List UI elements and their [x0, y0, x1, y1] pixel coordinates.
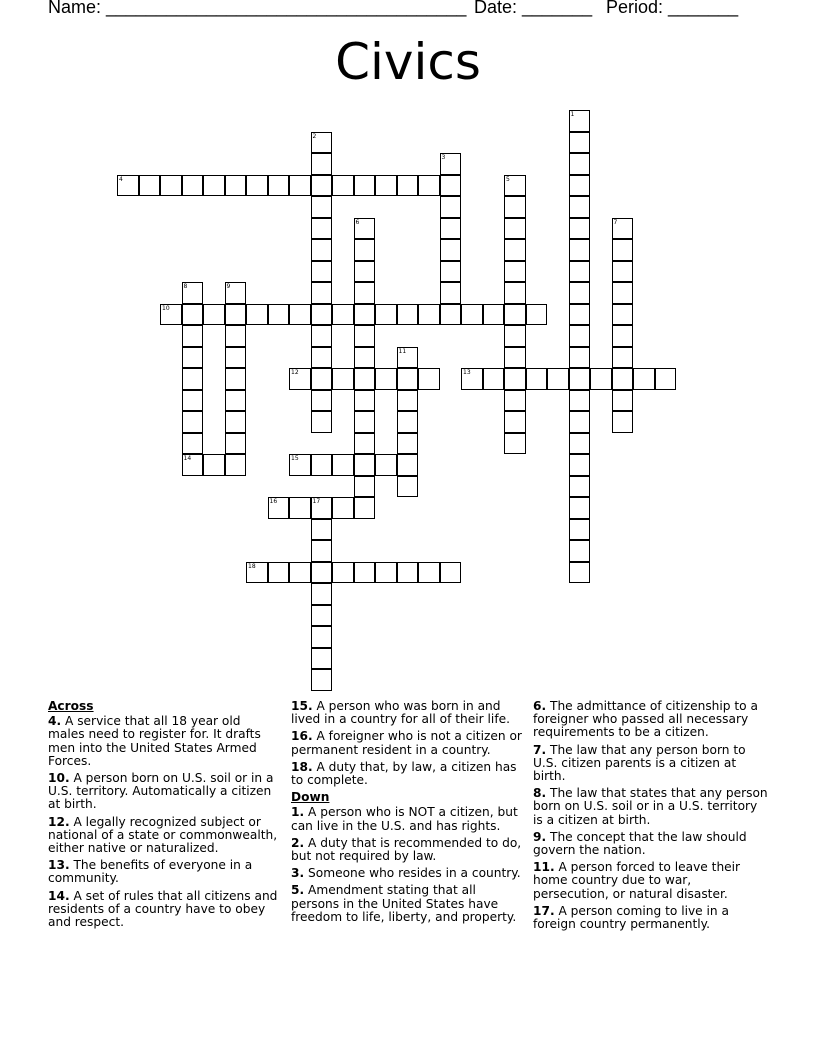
- crossword-cell[interactable]: [225, 390, 247, 412]
- cell-number: 13: [463, 369, 471, 376]
- crossword-cell[interactable]: [440, 239, 462, 261]
- crossword-cell[interactable]: [569, 411, 591, 433]
- crossword-cell[interactable]: [289, 175, 311, 197]
- crossword-cell[interactable]: [504, 304, 526, 326]
- crossword-cell[interactable]: [569, 454, 591, 476]
- crossword-cell[interactable]: [569, 368, 591, 390]
- crossword-cell[interactable]: [655, 368, 677, 390]
- crossword-cell[interactable]: [139, 175, 161, 197]
- cell-number: 5: [506, 175, 510, 183]
- crossword-cell[interactable]: [203, 304, 225, 326]
- crossword-cell[interactable]: [289, 368, 311, 390]
- crossword-cell[interactable]: [225, 282, 247, 304]
- across-clue-14: [48, 890, 280, 930]
- crossword-cell[interactable]: [311, 132, 333, 154]
- clue-text: The admittance of citizenship to a foreigner who passed all necessary requirements to be a citizen.: [533, 699, 758, 740]
- across-clue-4: [48, 715, 280, 768]
- clue-number: 10.: [48, 771, 70, 786]
- clue-number: 17.: [533, 903, 555, 918]
- crossword-cell[interactable]: [182, 368, 204, 390]
- crossword-cell[interactable]: [504, 239, 526, 261]
- cell-number: 18: [248, 562, 256, 570]
- crossword-cell[interactable]: [397, 411, 419, 433]
- crossword-cell[interactable]: [440, 282, 462, 304]
- crossword-cell[interactable]: [225, 347, 247, 369]
- crossword-cell[interactable]: [440, 153, 462, 175]
- crossword-cell[interactable]: [612, 325, 634, 347]
- cell-number: 16: [269, 498, 278, 505]
- clue-text: A person who is NOT a citizen, but can live in the U.S. and has rights.: [291, 805, 518, 833]
- clue-column-3: [533, 700, 769, 935]
- down-clue-5: [291, 884, 523, 924]
- crossword-cell[interactable]: [504, 347, 526, 369]
- down-heading: Down: [291, 790, 330, 805]
- crossword-cell[interactable]: [504, 390, 526, 412]
- crossword-cell[interactable]: [569, 218, 591, 240]
- crossword-cell[interactable]: [375, 368, 397, 390]
- clue-column-1: [48, 700, 280, 933]
- cell-number: 9: [226, 283, 231, 290]
- crossword-cell[interactable]: [461, 368, 483, 390]
- crossword-cell[interactable]: [526, 304, 548, 326]
- cell-number: 6: [355, 218, 360, 226]
- crossword-cell[interactable]: [354, 390, 376, 412]
- across-heading: Across: [48, 699, 94, 713]
- crossword-cell[interactable]: [268, 497, 290, 519]
- crossword-cell[interactable]: [418, 562, 440, 584]
- crossword-cell[interactable]: [569, 261, 591, 283]
- clue-number: 15.: [291, 699, 313, 713]
- crossword-cell[interactable]: [612, 368, 634, 390]
- crossword-cell[interactable]: [354, 368, 376, 390]
- crossword-cell[interactable]: [354, 239, 376, 261]
- period-field-label[interactable]: Period: _______: [606, 0, 739, 17]
- clue-number: 7.: [533, 742, 547, 757]
- clue-text: Amendment stating that all persons in the United States have freedom to life, liberty, and property.: [291, 883, 517, 924]
- crossword-cell[interactable]: [182, 454, 204, 476]
- crossword-cell[interactable]: [225, 175, 247, 197]
- clue-number: 1.: [291, 805, 305, 820]
- across-clue-15: [291, 700, 523, 726]
- crossword-cell[interactable]: [182, 347, 204, 369]
- clue-text: A person born on U.S. soil or in a U.S. territory. Automatically a citizen at birth.: [48, 771, 274, 812]
- crossword-cell[interactable]: [397, 368, 419, 390]
- crossword-cell[interactable]: [246, 175, 268, 197]
- crossword-cell[interactable]: [311, 626, 333, 648]
- crossword-cell[interactable]: [311, 605, 333, 627]
- down-clue-1: [291, 806, 523, 832]
- crossword-cell[interactable]: [225, 411, 247, 433]
- crossword-cell[interactable]: [569, 497, 591, 519]
- crossword-cell[interactable]: [612, 239, 634, 261]
- crossword-cell[interactable]: [332, 368, 354, 390]
- crossword-cell[interactable]: [311, 583, 333, 605]
- crossword-cell[interactable]: [354, 304, 376, 326]
- clue-text: A person forced to leave their home country due to war, persecution, or natural disaster.: [533, 860, 741, 901]
- crossword-cell[interactable]: [569, 562, 591, 584]
- crossword-cell[interactable]: [397, 476, 419, 498]
- cell-number: 15: [291, 455, 299, 462]
- crossword-cell[interactable]: [311, 540, 333, 562]
- clue-number: 4.: [48, 714, 62, 729]
- crossword-cell[interactable]: [203, 454, 225, 476]
- crossword-cell[interactable]: [569, 132, 591, 154]
- down-clue-6: [533, 700, 769, 740]
- down-clue-11: [533, 861, 769, 901]
- crossword-cell[interactable]: [246, 562, 268, 584]
- crossword-cell[interactable]: [160, 304, 182, 326]
- crossword-cell[interactable]: [311, 218, 333, 240]
- crossword-cell[interactable]: [268, 175, 290, 197]
- crossword-cell[interactable]: [397, 390, 419, 412]
- crossword-cell[interactable]: [547, 368, 569, 390]
- crossword-cell[interactable]: [483, 368, 505, 390]
- clue-number: 3.: [291, 866, 305, 881]
- clue-text: A person who was born in and lived in a country for all of their life.: [291, 699, 510, 727]
- crossword-cell[interactable]: [354, 261, 376, 283]
- clue-text: Someone who resides in a country.: [308, 866, 521, 881]
- crossword-cell[interactable]: [354, 282, 376, 304]
- crossword-cell[interactable]: [117, 175, 139, 197]
- crossword-cell[interactable]: [569, 282, 591, 304]
- crossword-cell[interactable]: [289, 304, 311, 326]
- crossword-cell[interactable]: [354, 411, 376, 433]
- crossword-cell[interactable]: [504, 196, 526, 218]
- crossword-cell[interactable]: [397, 175, 419, 197]
- clue-text: A duty that is recommended to do, but not required by law.: [291, 835, 522, 864]
- crossword-cell[interactable]: [504, 325, 526, 347]
- clue-text: The concept that the law should govern the nation.: [533, 829, 747, 858]
- crossword-cell[interactable]: [311, 347, 333, 369]
- cell-number: 17: [312, 498, 321, 505]
- crossword-cell[interactable]: [569, 153, 591, 175]
- cell-number: 2: [312, 132, 317, 140]
- date-field-label[interactable]: Date: _______: [474, 0, 593, 17]
- crossword-cell[interactable]: [526, 368, 548, 390]
- crossword-cell[interactable]: [504, 433, 526, 455]
- crossword-cell[interactable]: [182, 433, 204, 455]
- clue-number: 18.: [291, 759, 313, 774]
- crossword-cell[interactable]: [311, 390, 333, 412]
- clue-number: 13.: [48, 858, 70, 873]
- crossword-cell[interactable]: [440, 304, 462, 326]
- crossword-cell[interactable]: [354, 497, 376, 519]
- across-clue-18: [291, 761, 523, 787]
- cell-number: 7: [613, 218, 618, 226]
- crossword-cell[interactable]: [504, 368, 526, 390]
- crossword-cell[interactable]: [354, 476, 376, 498]
- crossword-cell[interactable]: [612, 261, 634, 283]
- clue-number: 11.: [533, 860, 555, 875]
- crossword-cell[interactable]: [504, 175, 526, 197]
- crossword-cell[interactable]: [354, 433, 376, 455]
- crossword-cell[interactable]: [332, 304, 354, 326]
- crossword-cell[interactable]: [311, 239, 333, 261]
- crossword-cell[interactable]: [332, 175, 354, 197]
- crossword-cell[interactable]: [440, 261, 462, 283]
- across-clue-13: [48, 859, 280, 885]
- crossword-cell[interactable]: [483, 304, 505, 326]
- crossword-cell[interactable]: [311, 368, 333, 390]
- crossword-cell[interactable]: [418, 304, 440, 326]
- crossword-cell[interactable]: [311, 175, 333, 197]
- clue-number: 16.: [291, 729, 313, 744]
- clue-text: The law that states that any person born on U.S. soil or in a U.S. territory is a citizen at birth.: [533, 786, 768, 827]
- clue-text: A duty that, by law, a citizen has to complete.: [291, 759, 517, 788]
- crossword-cell[interactable]: [311, 325, 333, 347]
- crossword-cell[interactable]: [612, 347, 634, 369]
- crossword-cell[interactable]: [332, 454, 354, 476]
- crossword-cell[interactable]: [268, 562, 290, 584]
- down-clue-17: [533, 905, 769, 931]
- crossword-cell[interactable]: [440, 196, 462, 218]
- cell-number: 14: [183, 455, 192, 462]
- crossword-cell[interactable]: [225, 454, 247, 476]
- crossword-cell[interactable]: [182, 175, 204, 197]
- cell-number: 12: [291, 369, 299, 376]
- crossword-cell[interactable]: [440, 218, 462, 240]
- cell-number: 4: [119, 175, 123, 183]
- crossword-cell[interactable]: [569, 110, 591, 132]
- name-field-label[interactable]: Name: ____________________________________: [48, 0, 467, 17]
- crossword-cell[interactable]: [332, 562, 354, 584]
- crossword-cell[interactable]: [612, 304, 634, 326]
- clue-number: 14.: [48, 888, 70, 903]
- crossword-cell[interactable]: [569, 325, 591, 347]
- clue-text: The law that any person born to U.S. citizen parents is a citizen at birth.: [533, 742, 746, 784]
- crossword-cell[interactable]: [311, 261, 333, 283]
- clue-number: 8.: [533, 786, 547, 801]
- crossword-cell[interactable]: [504, 261, 526, 283]
- clue-text: A service that all 18 year old males need to register for. It drafts men into the United States Armed Forces.: [48, 714, 261, 768]
- crossword-cell[interactable]: [569, 175, 591, 197]
- crossword-cell[interactable]: [633, 368, 655, 390]
- clue-column-2: [291, 700, 523, 928]
- clue-text: A set of rules that all citizens and residents of a country have to obey and respect.: [48, 888, 278, 930]
- crossword-cell[interactable]: [354, 347, 376, 369]
- down-clue-8: [533, 787, 769, 827]
- crossword-cell[interactable]: [289, 454, 311, 476]
- crossword-cell[interactable]: [375, 454, 397, 476]
- crossword-cell[interactable]: [397, 562, 419, 584]
- crossword-cell[interactable]: [203, 175, 225, 197]
- crossword-cell[interactable]: [569, 540, 591, 562]
- cell-number: 1: [570, 111, 575, 118]
- crossword-cell[interactable]: [504, 411, 526, 433]
- crossword-cell[interactable]: [311, 282, 333, 304]
- crossword-cell[interactable]: [225, 433, 247, 455]
- crossword-cell[interactable]: [461, 304, 483, 326]
- crossword-cell[interactable]: [354, 454, 376, 476]
- down-clue-3: [291, 867, 523, 880]
- crossword-cell[interactable]: [569, 304, 591, 326]
- clue-number: 5.: [291, 883, 305, 898]
- crossword-cell[interactable]: [182, 390, 204, 412]
- across-clue-10: [48, 772, 280, 812]
- crossword-cell[interactable]: [289, 497, 311, 519]
- crossword-cell[interactable]: [504, 218, 526, 240]
- clue-number: 9.: [533, 829, 547, 844]
- crossword-cell[interactable]: [375, 562, 397, 584]
- page-title: Civics: [335, 33, 481, 91]
- crossword-cell[interactable]: [311, 153, 333, 175]
- crossword-cell[interactable]: [289, 562, 311, 584]
- clue-text: A person coming to live in a foreign country permanently.: [533, 903, 729, 932]
- crossword-cell[interactable]: [311, 454, 333, 476]
- crossword-cell[interactable]: [440, 175, 462, 197]
- crossword-cell[interactable]: [246, 304, 268, 326]
- crossword-cell[interactable]: [354, 218, 376, 240]
- cell-number: 11: [398, 347, 407, 355]
- crossword-cell[interactable]: [354, 175, 376, 197]
- crossword-cell[interactable]: [504, 282, 526, 304]
- crossword-cell[interactable]: [311, 648, 333, 670]
- crossword-cell[interactable]: [225, 325, 247, 347]
- clue-text: The benefits of everyone in a community.: [48, 858, 253, 886]
- clue-text: A legally recognized subject or national of a state or commonwealth, either native or naturalized.: [48, 814, 278, 856]
- crossword-cell[interactable]: [332, 497, 354, 519]
- crossword-cell[interactable]: [397, 304, 419, 326]
- down-clue-2: [291, 837, 523, 863]
- crossword-cell[interactable]: [311, 669, 333, 691]
- crossword-cell[interactable]: [569, 476, 591, 498]
- crossword-cell[interactable]: [182, 304, 204, 326]
- crossword-cell[interactable]: [311, 196, 333, 218]
- crossword-cell[interactable]: [160, 175, 182, 197]
- across-clue-12: [48, 816, 280, 856]
- clue-text: A foreigner who is not a citizen or permanent resident in a country.: [291, 729, 522, 757]
- crossword-cell[interactable]: [612, 218, 634, 240]
- crossword-cell[interactable]: [612, 282, 634, 304]
- crossword-cell[interactable]: [375, 304, 397, 326]
- down-clue-9: [533, 831, 769, 857]
- crossword-cell[interactable]: [397, 433, 419, 455]
- crossword-cell[interactable]: [354, 562, 376, 584]
- crossword-cell[interactable]: [311, 562, 333, 584]
- crossword-cell[interactable]: [182, 411, 204, 433]
- crossword-cell[interactable]: [311, 304, 333, 326]
- crossword-cell[interactable]: [569, 196, 591, 218]
- cell-number: 8: [183, 283, 188, 290]
- crossword-cell[interactable]: [418, 368, 440, 390]
- crossword-cell[interactable]: [569, 519, 591, 541]
- crossword-cell[interactable]: [590, 368, 612, 390]
- clue-number: 12.: [48, 814, 70, 829]
- crossword-cell[interactable]: [612, 390, 634, 412]
- crossword-cell[interactable]: [440, 562, 462, 584]
- crossword-cell[interactable]: [182, 325, 204, 347]
- crossword-cell[interactable]: [268, 304, 290, 326]
- crossword-cell[interactable]: [375, 175, 397, 197]
- down-clue-7: [533, 744, 769, 784]
- crossword-cell[interactable]: [225, 368, 247, 390]
- crossword-cell[interactable]: [569, 347, 591, 369]
- crossword-cell[interactable]: [397, 347, 419, 369]
- crossword-cell[interactable]: [311, 497, 333, 519]
- crossword-cell[interactable]: [311, 519, 333, 541]
- crossword-cell[interactable]: [569, 390, 591, 412]
- crossword-cell[interactable]: [612, 411, 634, 433]
- clue-number: 6.: [533, 699, 547, 713]
- crossword-cell[interactable]: [225, 304, 247, 326]
- clue-number: 2.: [291, 835, 305, 850]
- across-clue-16: [291, 730, 523, 756]
- crossword-cell[interactable]: [354, 325, 376, 347]
- cell-number: 3: [441, 154, 446, 161]
- crossword-cell[interactable]: [182, 282, 204, 304]
- crossword-cell[interactable]: [397, 454, 419, 476]
- cell-number: 10: [162, 304, 170, 312]
- crossword-cell[interactable]: [311, 411, 333, 433]
- crossword-cell[interactable]: [569, 239, 591, 261]
- crossword-cell[interactable]: [418, 175, 440, 197]
- crossword-cell[interactable]: [569, 433, 591, 455]
